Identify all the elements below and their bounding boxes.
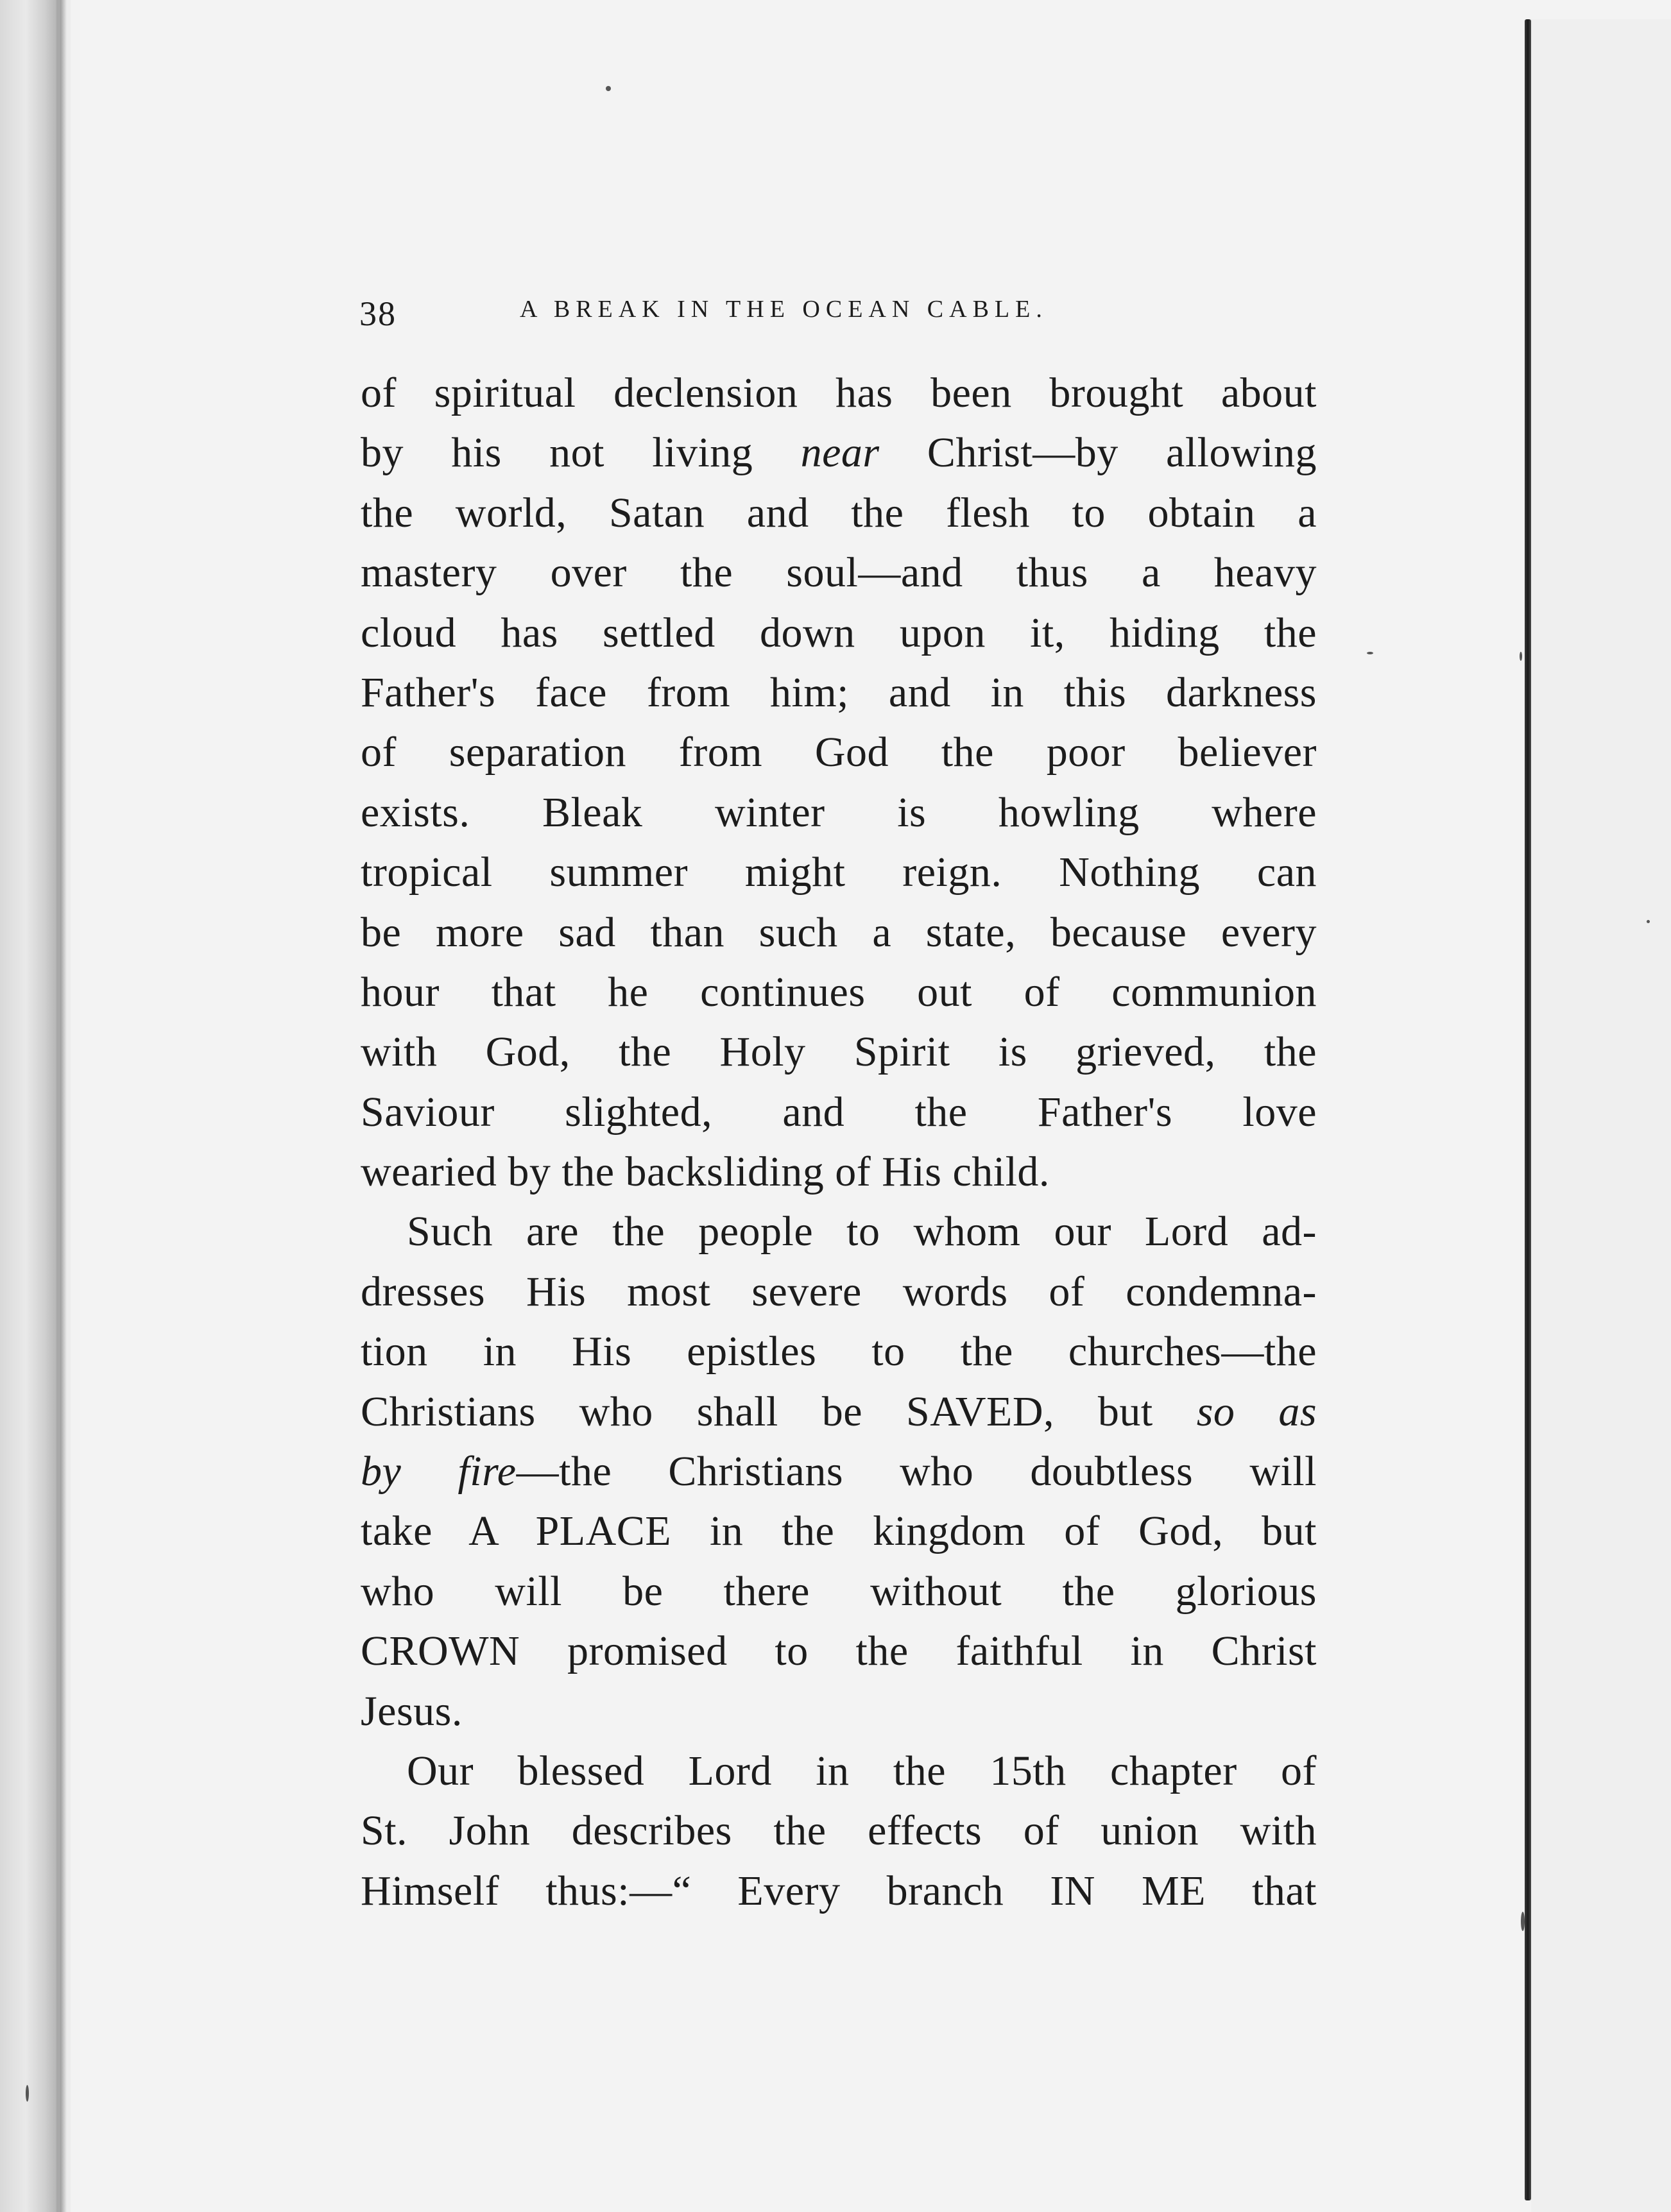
text-line: Jesus. (361, 1687, 463, 1735)
text-line (361, 1442, 1317, 1501)
text-line: Father's face from him; and in this darkness (361, 668, 1317, 716)
text-line: cloud has settled down upon it, hiding the (361, 609, 1317, 656)
text-line: be more sad than such a state, because every (361, 908, 1317, 956)
text-run: Christians who shall be SAVED, but (361, 1388, 1153, 1435)
text-line: mastery over the soul—and thus a heavy (361, 549, 1317, 597)
dust-speck (1521, 1912, 1525, 1931)
text-line (361, 1382, 1317, 1442)
italic-phrase: so as (1196, 1388, 1317, 1435)
text-line: CROWN promised to the faithful in Christ (361, 1628, 1317, 1675)
text-line: tion in His epistles to the churches—the (361, 1328, 1317, 1375)
text-line: take A PLACE in the kingdom of God, but (361, 1508, 1317, 1555)
text-line: exists. Bleak winter is howling where (361, 788, 1317, 836)
dust-speck (1647, 920, 1650, 923)
text-run: —the Christians who doubtless will (516, 1448, 1317, 1495)
text-line: St. John describes the effects of union with (361, 1807, 1317, 1855)
text-line (361, 423, 1317, 482)
dust-speck (606, 86, 611, 91)
text-line: tropical summer might reign. Nothing can (361, 849, 1317, 896)
dust-speck (1520, 652, 1522, 661)
binding-edge (0, 0, 71, 2212)
dust-speck (1367, 652, 1373, 654)
page-header (359, 286, 1322, 337)
text-line: Our blessed Lord in the 15th chapter of (407, 1747, 1317, 1794)
text-line: with God, the Holy Spirit is grieved, the (361, 1028, 1317, 1076)
text-line: wearied by the backsliding of His child. (361, 1148, 1050, 1196)
page-edge-rule (1525, 19, 1531, 2200)
text-line: dresses His most severe words of condemna- (361, 1268, 1317, 1315)
text-line: Saviour slighted, and the Father's love (361, 1088, 1317, 1136)
body-text (361, 363, 1317, 1921)
page-number: 38 (359, 294, 397, 333)
text-line: who will be there without the glorious (361, 1567, 1317, 1615)
text-run: by his not living (361, 429, 753, 477)
dust-speck (26, 2085, 29, 2102)
text-line: the world, Satan and the flesh to obtain a (361, 489, 1317, 536)
text-line: hour that he continues out of communion (361, 968, 1317, 1016)
text-line: Such are the people to whom our Lord ad- (407, 1208, 1317, 1255)
text-line: of separation from God the poor believer (361, 729, 1317, 776)
facing-page-margin (1531, 19, 1671, 2212)
running-title: A BREAK IN THE OCEAN CABLE. (520, 296, 1048, 323)
italic-word: near (800, 429, 880, 477)
text-run: Christ—by allowing (927, 429, 1317, 477)
italic-phrase: by fire (361, 1448, 517, 1495)
text-line: of spiritual declension has been brought about (361, 370, 1317, 416)
text-line: Himself thus:—“ Every branch IN ME that (361, 1867, 1317, 1914)
